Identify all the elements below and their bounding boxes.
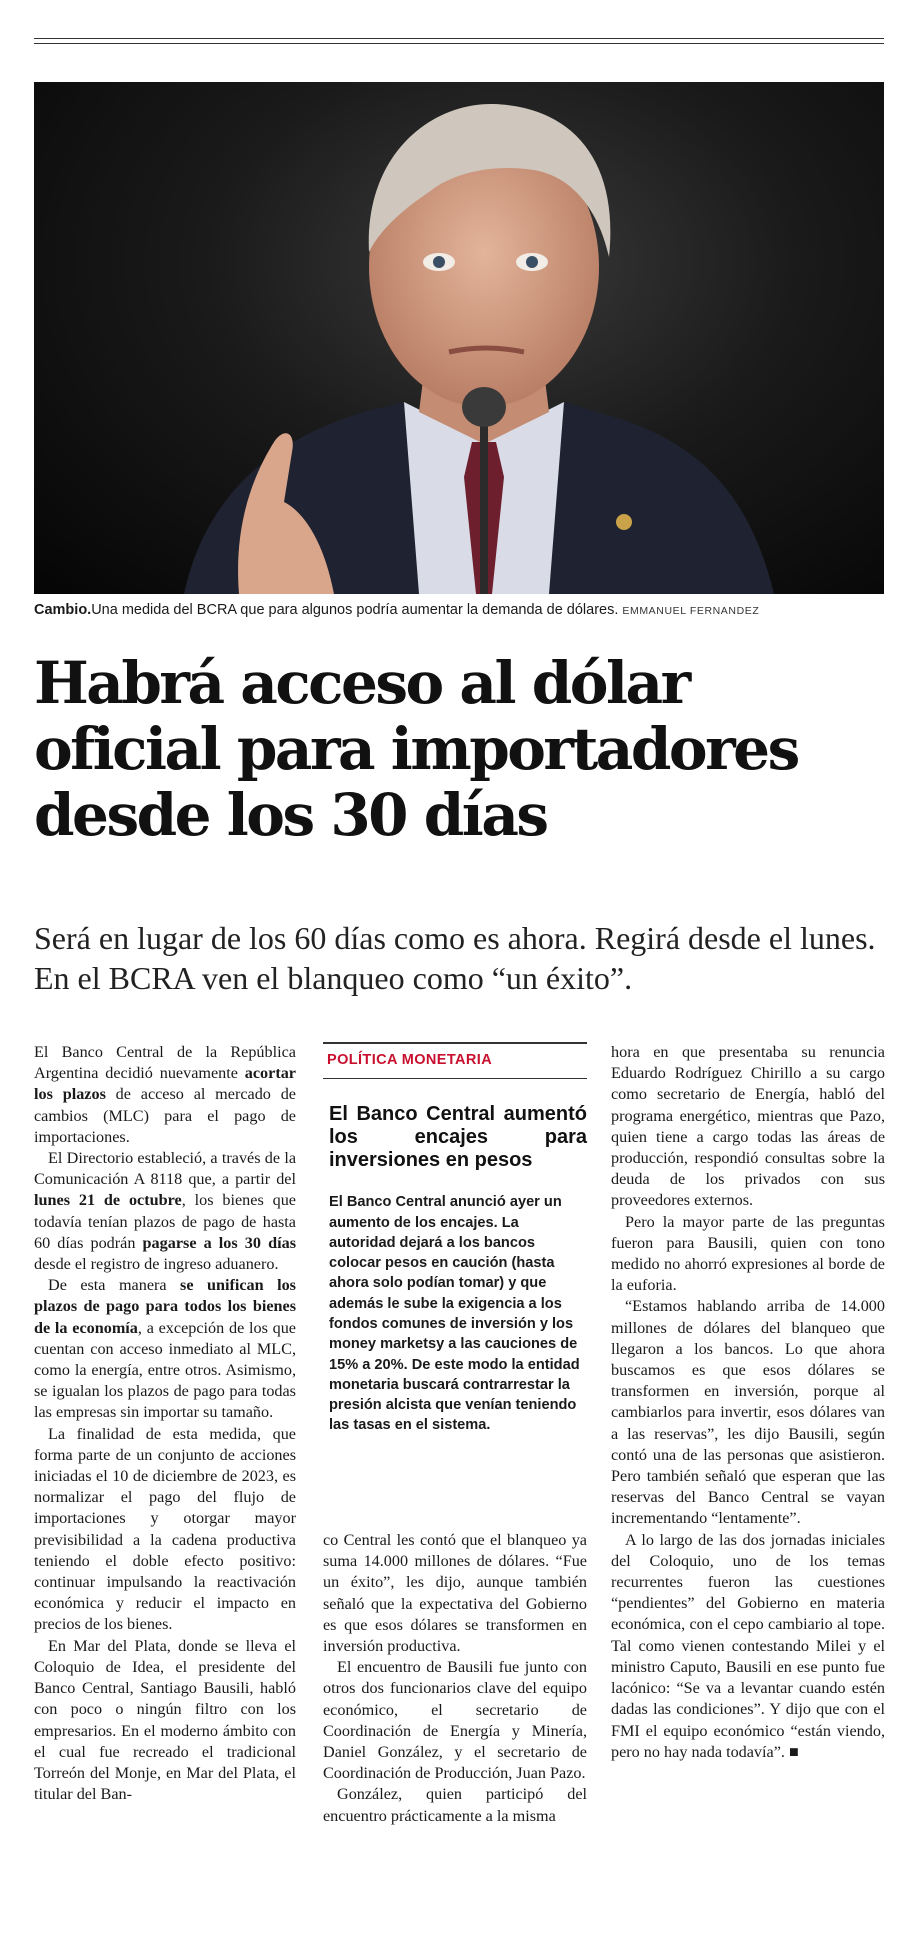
article-photo xyxy=(34,82,884,594)
paragraph: El Directorio estableció, a través de la Comunicación A 8118 que, a partir del lunes 21 de octubre, los bienes que todavía tenían plazos de pago de hasta 60 días podrán pagarse a los 30 días desde el registro de ingreso aduanero. xyxy=(34,1149,296,1274)
sidebar-body: El Banco Central anunció ayer un aumento de los encajes. La autoridad dejará a los bancos colocar pesos en caución (hasta ahora solo podían tomar) y que además le sube la exigencia a los fondos comunes de inversión y los money marketsy a las cauciones de 15% a 20%. De este modo la entidad monetaria buscará contrarrestar la presión alcista que venían teniendo las tasas en el sistema. xyxy=(329,1194,580,1434)
column-2-continuation xyxy=(323,1530,587,1827)
paragraph: Pero la mayor parte de las preguntas fueron para Bausili, quien con tono medido no ahorró expresiones al borde de la euforia. xyxy=(611,1212,885,1295)
top-rule xyxy=(34,38,884,39)
paragraph: hora en que presentaba su renuncia Eduardo Rodríguez Chirillo a su cargo como secretario de Energía, habló del programa energético, mientras que Pazo, quien tiene a cargo todas las áreas de producción, respondió consultas sobre la deuda de los privados con sus proveedores externos. xyxy=(611,1043,885,1210)
photo-caption xyxy=(34,600,884,621)
caption-text: Una medida del BCRA que para algunos podría aumentar la demanda de dólares. xyxy=(91,602,619,618)
paragraph: co Central les contó que el blanqueo ya suma 14.000 millones de dólares. “Fue un éxito”, les dijo, aunque también señaló que la expectativa del Gobierno es que esos dólares se transformen en inversión productiva. xyxy=(323,1531,587,1656)
paragraph: “Estamos hablando arriba de 14.000 millones de dólares del blanqueo que llegaron a los bancos. Lo que ahora buscamos es que esos dólares se transformen en inversión, porque al cambiarlos para invertir, esos dólares van a las reservas”, les dijo Bausili, según contó una de las personas que asistieron. Pero también señaló que esperan que las reservas del Banco Central se vayan incrementando “lentamente”. xyxy=(611,1297,885,1528)
sidebar-box xyxy=(323,1042,587,1530)
caption-lead: Cambio. xyxy=(34,602,92,618)
section-label: POLÍTICA MONETARIA xyxy=(323,1042,587,1079)
paragraph: De esta manera se unifican los plazos de pago para todos los bienes de la economía, a excepción de los que cuentan con acceso inmediato al MLC, como la energía, entre otros. Asimismo, se igualan los plazos de pago para todas las empresas sin importar su tamaño. xyxy=(34,1276,296,1422)
paragraph: En Mar del Plata, donde se lleva el Coloquio de Idea, el presidente del Banco Central, Santiago Bausili, habló con poco o ningún filtro con los empresarios. En el moderno ámbito con el cual fue recreado el tradicional Torreón del Monje, en Mar del Plata, el titular del Ban- xyxy=(34,1636,296,1804)
portrait-illustration xyxy=(34,82,884,594)
article-column-2 xyxy=(323,1042,587,1827)
paragraph: González, quien participó del encuentro prácticamente a la misma xyxy=(323,1785,587,1825)
subhead: Será en lugar de los 60 días como es ahora. Regirá desde el lunes. En el BCRA ven el blanqueo como “un éxito”. xyxy=(34,920,876,996)
headline: Habrá acceso al dólar oficial para importadores desde los 30 días xyxy=(34,649,798,849)
paragraph: La finalidad de esta medida, que forma parte de un conjunto de acciones iniciadas el 10 de diciembre de 2023, es normalizar el pago del flujo de importaciones y otorgar mayor previsibilidad a la cadena productiva teniendo el doble efecto positivo: continuar impulsando la reactivación económica y reducir el impacto en precios de los bienes. xyxy=(34,1424,296,1634)
paragraph: El encuentro de Bausili fue junto con otros dos funcionarios clave del equipo económico, el secretario de Coordinación de Energía y Minería, Daniel González, y el secretario de Coordinación de Producción, Juan Pazo. xyxy=(323,1658,587,1783)
paragraph: A lo largo de las dos jornadas iniciales del Coloquio, uno de los temas recurrentes fueron las cuestiones “pendientes” del Gobierno en materia económica, con el cepo cambiario al tope. Tal como vienen contestando Milei y el ministro Caputo, Bausili en ese punto fue lacónico: “Se va a levantar cuando estén dadas las condiciones”. Y dijo que con el FMI el equipo económico “están viendo, pero no hay nada todavía”. ■ xyxy=(611,1530,885,1761)
article-column-3 xyxy=(611,1042,885,1763)
sidebar-title: El Banco Central aumentó los encajes para inversiones en pesos xyxy=(329,1103,587,1172)
article-column-1 xyxy=(34,1042,296,1805)
photo-credit: EMMANUEL FERNANDEZ xyxy=(622,605,760,617)
top-rule-thin xyxy=(34,43,884,44)
paragraph: El Banco Central de la República Argentina decidió nuevamente acortar los plazos de acceso al mercado de cambios (MLC) para el pago de importaciones. xyxy=(34,1043,296,1146)
end-mark-icon: ■ xyxy=(789,1742,799,1761)
